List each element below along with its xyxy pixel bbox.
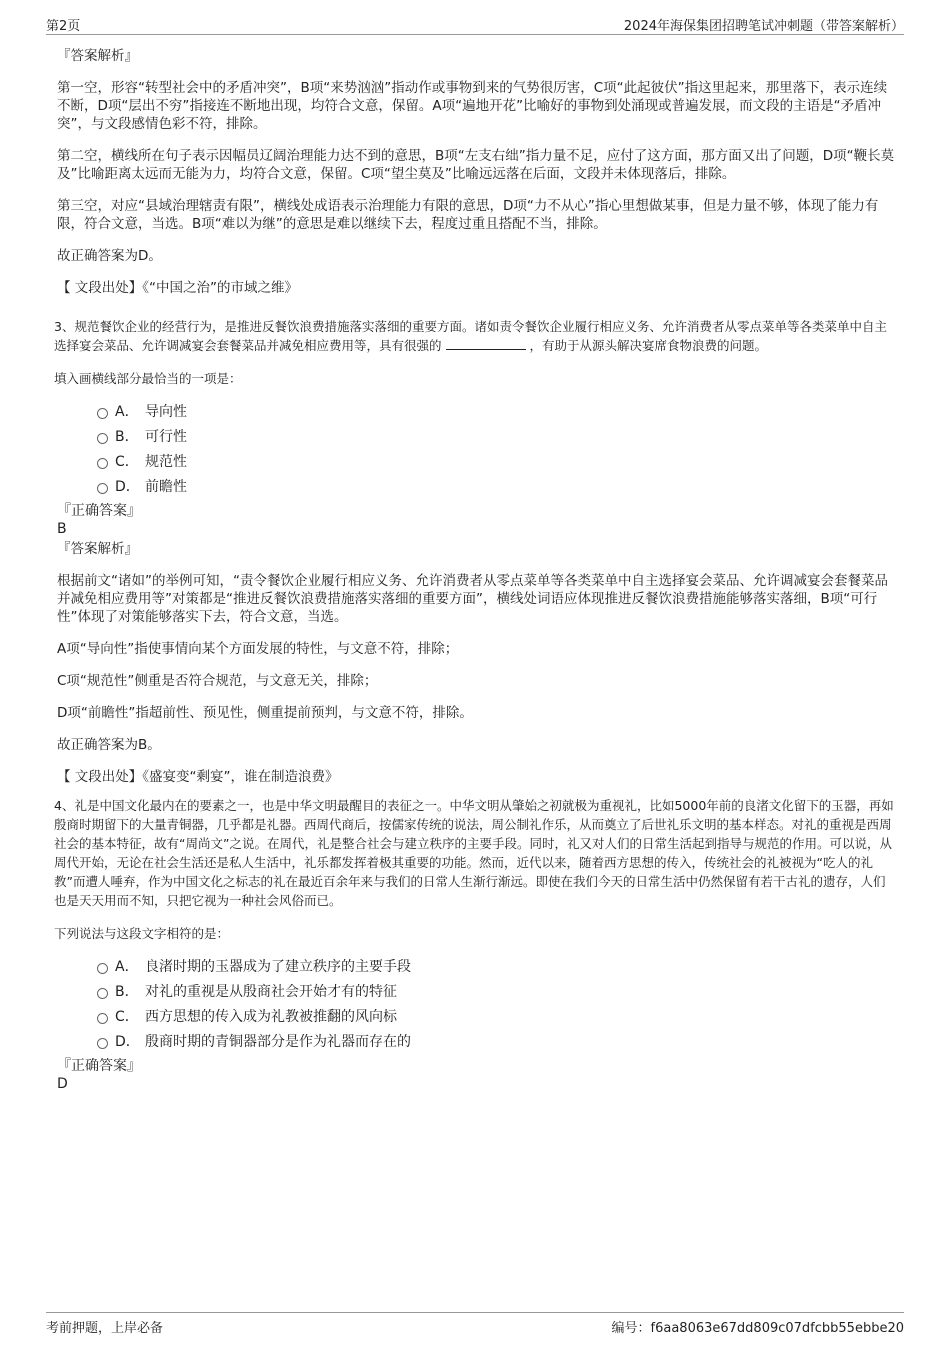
q3-stem-before: 3、规范餐饮企业的经营行为，是推进反餐饮浪费措施落实落细的重要方面。诸如责令餐饮企业履行相应义务、允许消费者从零点菜单等各类菜单中自主选择宴会菜品、允许调减宴会套餐菜品并减免相应费用等，具有很强的 xyxy=(54,319,887,353)
page-footer xyxy=(46,1312,904,1337)
q3-source: 【 文段出处】《盛宴变“剩宴”，谁在制造浪费》 xyxy=(57,769,339,785)
q2-analysis-para-3: 第三空，对应“县域治理辖责有限”，横线处成语表示治理能力有限的意思，D项“力不从心”指心里想做某事，但是力量不够，体现了能力有限，符合文意，当选。B项“难以为继”的意思是难以继续下去，程度过重且搭配不当，排除。 xyxy=(57,198,879,232)
q4-option-a[interactable]: A． 良渚时期的玉器成为了建立秩序的主要手段 xyxy=(57,955,897,980)
document-serial: 编号：f6aa8063e67dd809c07dfcbb55ebbe20 xyxy=(611,1321,904,1336)
q3-conclusion: 故正确答案为B。 xyxy=(57,737,161,753)
document-title: 2024年海保集团招聘笔试冲刺题（带答案解析） xyxy=(623,19,904,34)
q3-stem-after: ，有助于从源头解决宴席食物浪费的问题。 xyxy=(529,338,768,353)
q3-analysis-para-3: C项“规范性”侧重是否符合规范，与文意无关，排除； xyxy=(57,673,378,689)
q3-answer-label: 『正确答案』 xyxy=(57,503,141,519)
q3-prompt: 填入画横线部分最恰当的一项是： xyxy=(54,371,242,386)
q2-analysis-para-1: 第一空，形容“转型社会中的矛盾冲突”，B项“来势汹汹”指动作或事物到来的气势很厉害，C项“此起彼伏”指这里起来，那里落下，表示连续不断，D项“层出不穷”指接连不断地出现，均符合文意，保留。A项“遍地开花”比喻好的事物到处涌现或普遍发展，而文段的主语是“矛盾冲突”，与文段感情色彩不符，排除。 xyxy=(57,80,888,132)
q4-answer-label: 『正确答案』 xyxy=(57,1058,141,1074)
q2-analysis-para-2: 第二空，横线所在句子表示因幅员辽阔治理能力达不到的意思，B项“左支右绌”指力量不足，应付了这方面，那方面又出了问题，D项“鞭长莫及”比喻距离太远而无能为力，均符合文意，保留。C项“望尘莫及”比喻远远落在后面，文段并未体现落后，排除。 xyxy=(57,148,895,182)
q3-stem xyxy=(54,317,897,355)
radio-icon[interactable] xyxy=(97,1038,108,1049)
q4-option-b[interactable]: B． 对礼的重视是从殷商社会开始才有的特征 xyxy=(57,980,897,1005)
radio-icon[interactable] xyxy=(97,483,108,494)
page-content xyxy=(54,43,897,1093)
q3-option-b[interactable]: B． 可行性 xyxy=(57,425,897,450)
q2-conclusion: 故正确答案为D。 xyxy=(57,248,162,264)
q3-blank xyxy=(446,337,526,350)
radio-icon[interactable] xyxy=(97,458,108,469)
radio-icon[interactable] xyxy=(97,408,108,419)
q4-prompt: 下列说法与这段文字相符的是： xyxy=(54,926,230,941)
q3-analysis-label: 『答案解析』 xyxy=(57,541,138,557)
q4-answer: D xyxy=(57,1076,68,1092)
q3-options xyxy=(57,400,897,500)
radio-icon[interactable] xyxy=(97,988,108,999)
radio-icon[interactable] xyxy=(97,1013,108,1024)
q4-option-c[interactable]: C． 西方思想的传入成为礼教被推翻的风向标 xyxy=(57,1005,897,1030)
q2-analysis-label: 『答案解析』 xyxy=(57,48,138,64)
q3-analysis-para-1: 根据前文“诸如”的举例可知，“责令餐饮企业履行相应义务、允许消费者从零点菜单等各类菜单中自主选择宴会菜品、允许调减宴会套餐菜品并减免相应费用等”对策都是“推进反餐饮浪费措施落实落细的重要方面”，横线处词语应体现推进反餐饮浪费措施能够落实落细，B项“可行性”体现了对策能够落实下去，符合文意，当选。 xyxy=(57,573,888,625)
footer-slogan: 考前押题，上岸必备 xyxy=(46,1321,164,1336)
q3-option-c[interactable]: C． 规范性 xyxy=(57,450,897,475)
q2-source: 【 文段出处】《“中国之治”的市域之维》 xyxy=(57,280,299,296)
page-number: 第2页 xyxy=(46,19,81,34)
q3-answer: B xyxy=(57,521,67,537)
q3-option-d[interactable]: D． 前瞻性 xyxy=(57,475,897,500)
q3-analysis-para-4: D项“前瞻性”指超前性、预见性，侧重提前预判，与文意不符，排除。 xyxy=(57,705,473,721)
q3-analysis-para-2: A项“导向性”指使事情向某个方面发展的特性，与文意不符，排除； xyxy=(57,641,459,657)
q4-options xyxy=(57,955,897,1055)
q3-option-a[interactable]: A． 导向性 xyxy=(57,400,897,425)
q4-option-d[interactable]: D． 殷商时期的青铜器部分是作为礼器而存在的 xyxy=(57,1030,897,1055)
q4-stem: 4、礼是中国文化最内在的要素之一，也是中华文明最醒目的表征之一。中华文明从肇始之初就极为重视礼，比如5000年前的良渚文化留下的玉器，再如殷商时期留下的大量青铜器，几乎都是礼器。西周代商后，按儒家传统的说法，周公制礼作乐，从而奠立了后世礼乐文明的基本样态。对礼的重视是西周社会的基本特征，故有“周尚文”之说。在周代，礼是整合社会与建立秩序的主要手段。同时，礼又对人们的日常生活起到指导与规范的作用。可以说，从周代开始，无论在社会生活还是私人生活中，礼乐都发挥着极其重要的功能。然而，近代以来，随着西方思想的传入，传统社会的礼被视为“吃人的礼教”而遭人唾弃，作为中国文化之标志的礼在最近百余年来与我们的日常人生渐行渐远。即使在我们今天的日常生活中仍然保留有若干古礼的遗存，人们也是天天用而不知，只把它视为一种社会风俗而已。 xyxy=(54,798,894,908)
radio-icon[interactable] xyxy=(97,963,108,974)
page-header xyxy=(46,12,904,35)
radio-icon[interactable] xyxy=(97,433,108,444)
